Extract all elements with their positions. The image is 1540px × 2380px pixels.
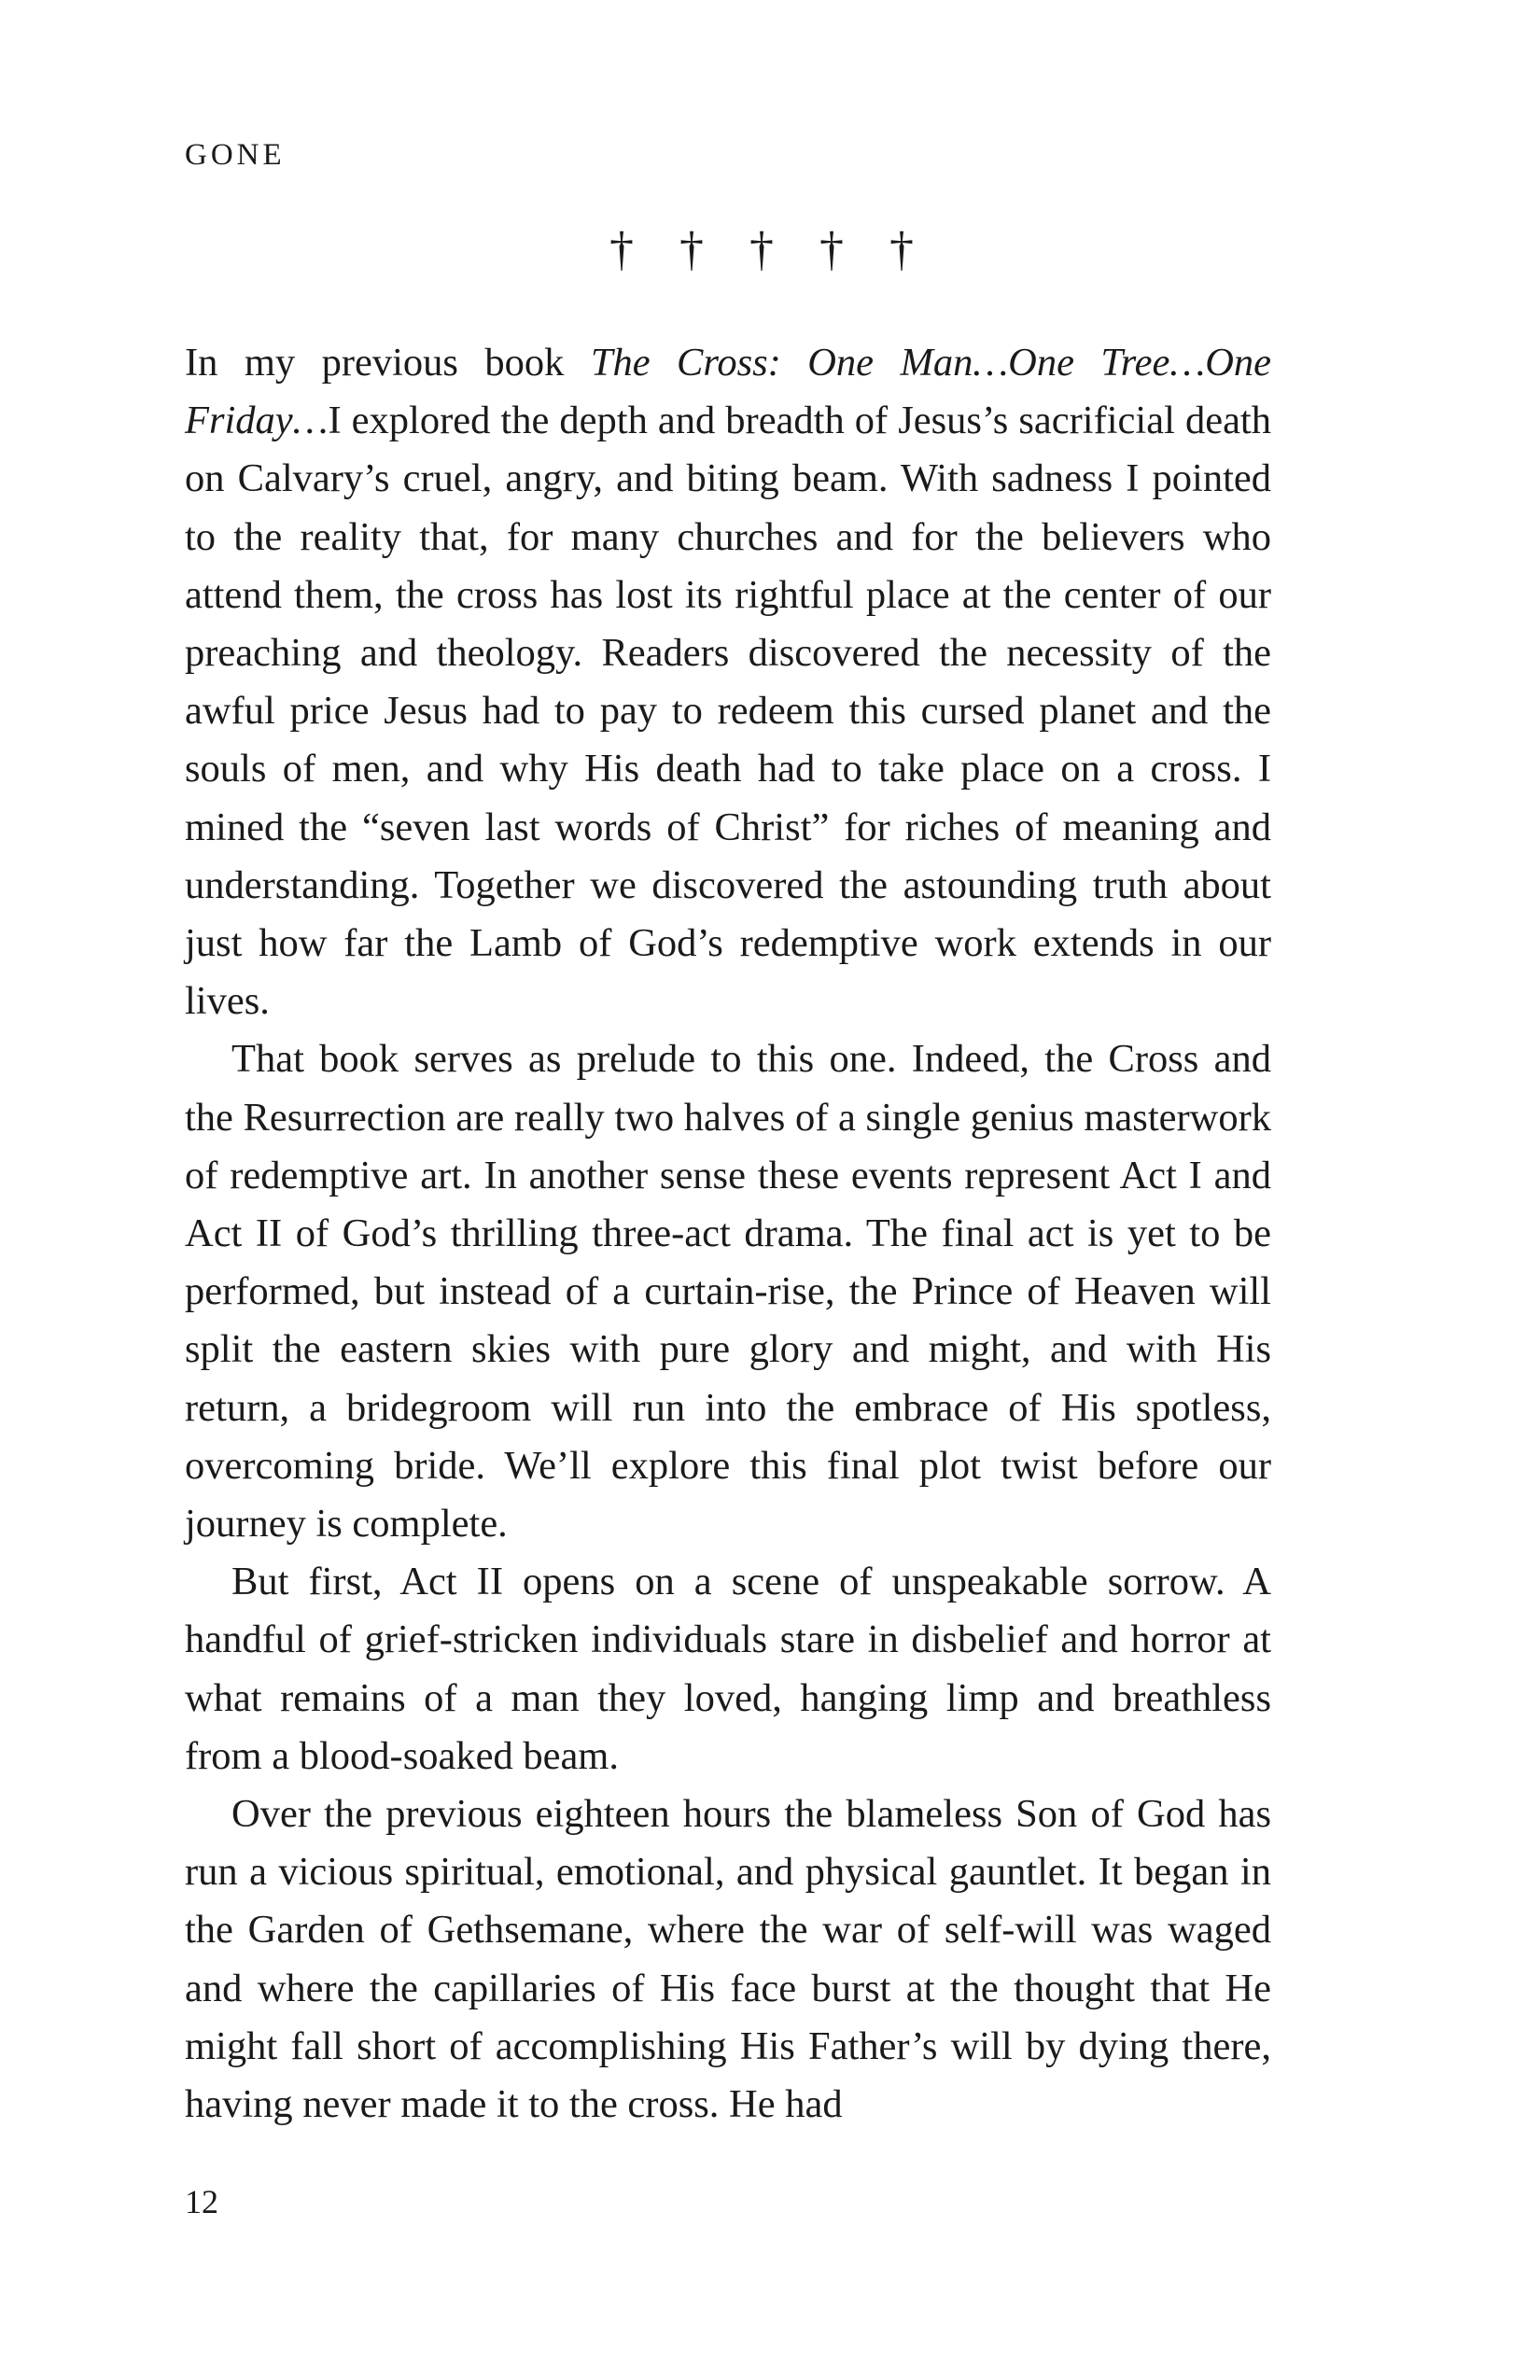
- running-head: GONE: [185, 138, 286, 172]
- section-ornament: † † † † †: [609, 223, 931, 276]
- page-number: 12: [185, 2183, 218, 2220]
- paragraph-1-text: I explored the depth and breadth of Jesus’s sacrificial death on Calvary’s cruel, angry, and biting beam. With sadness I pointed to the reality that, for many churches and for the believers who attend them, the cross has lost its rightful place at the center of our preaching and theology. Readers discovered the necessity of the awful price Jesus had to pay to redeem this cursed planet and the souls of men, and why His death had to take place on a cross. I mined the “seven last words of Christ” for riches of meaning and understanding. Together we discovered the astounding truth about just how far the Lamb of God’s redemptive work extends in our lives.: [185, 399, 1271, 1024]
- paragraph-1: [185, 334, 1271, 1030]
- paragraph-4: Over the previous eighteen hours the blameless Son of God has run a vicious spiritual, emotional, and physical gauntlet. It began in the Garden of Gethsemane, where the war of self-will was waged and where the capillaries of His face burst at the thought that He might fall short of accomplishing His Father’s will by dying there, having never made it to the cross. He had: [185, 1792, 1271, 2127]
- paragraph-1-lead: In my previous book: [185, 341, 591, 385]
- body-text: [185, 334, 1271, 2134]
- book-title: The Cross: One Man…One Tree…One Friday…: [185, 341, 1271, 443]
- paragraph-2: That book serves as prelude to this one. Indeed, the Cross and the Resurrection are really two halves of a single genius masterwork of redemptive art. In another sense these events represent Act I and Act II of God’s thrilling three-act drama. The final act is yet to be performed, but instead of a curtain-rise, the Prince of Heaven will split the eastern skies with pure glory and might, and with His return, a bridegroom will run into the embrace of His spotless, overcoming bride. We’ll explore this final plot twist before our journey is complete.: [185, 1037, 1271, 1547]
- paragraph-3: But first, Act II opens on a scene of unspeakable sorrow. A handful of grief-stricken individuals stare in disbelief and horror at what remains of a man they loved, hanging limp and breathless from a blood-soaked beam.: [185, 1560, 1271, 1778]
